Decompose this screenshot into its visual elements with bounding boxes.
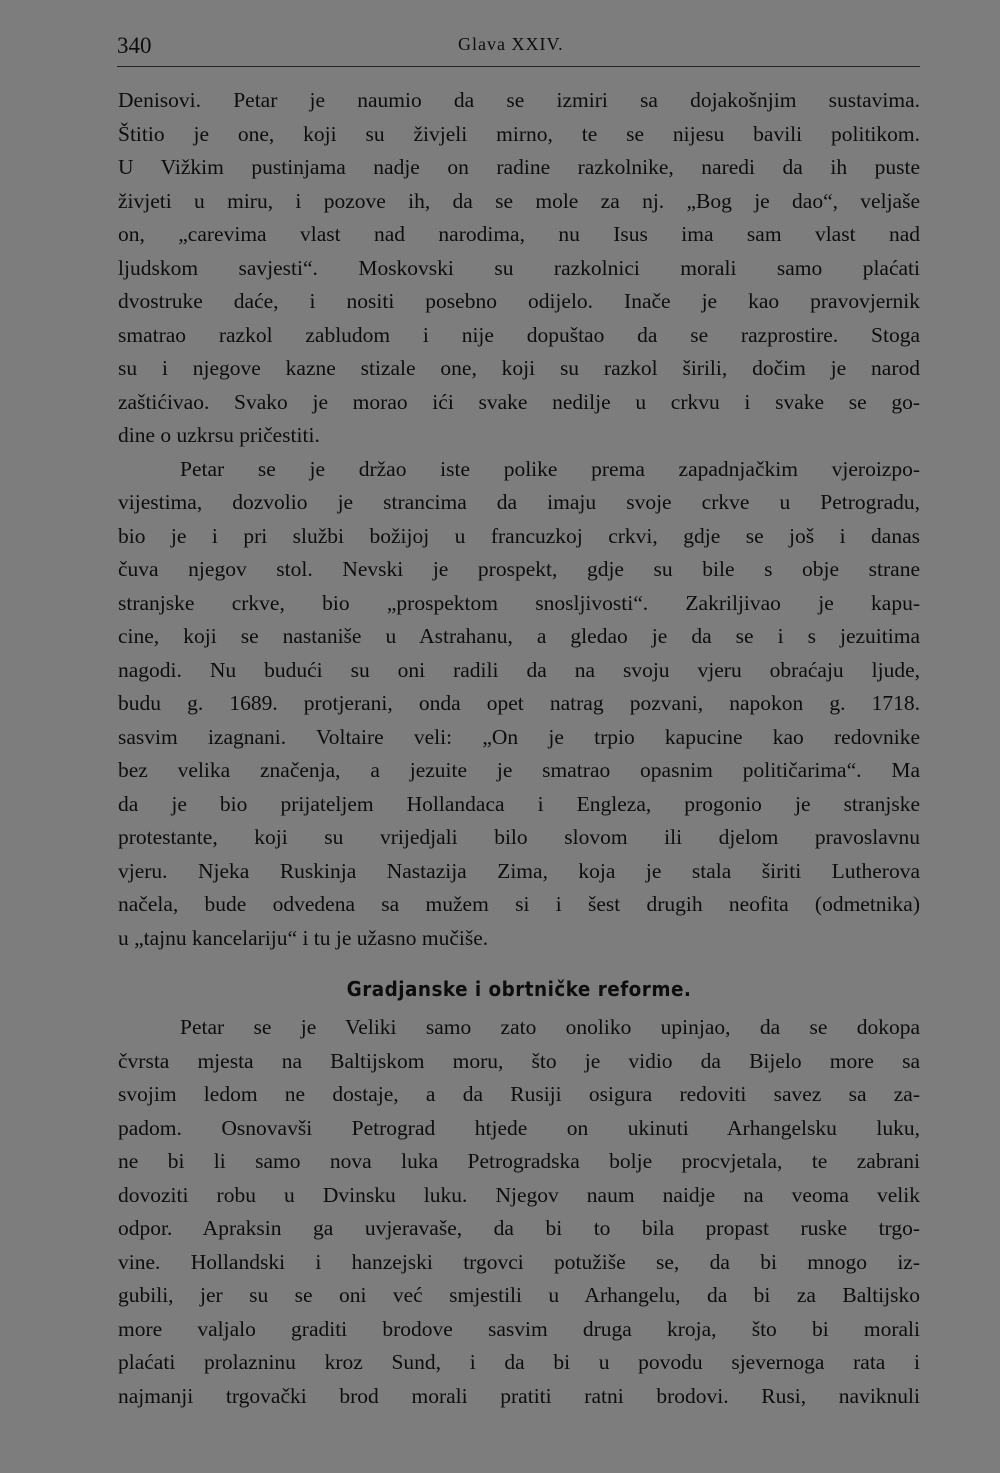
text-line: ne bi li samo nova luka Petrogradska bolje procvjetala, te zabrani — [118, 1149, 920, 1173]
text-line: Petar se je Veliki samo zato onoliko upinjao, da se dokopa — [180, 1015, 920, 1039]
text-line: plaćati prolazninu kroz Sund, i da bi u povodu sjevernoga rata i — [118, 1350, 920, 1374]
text-line: sasvim izagnani. Voltaire veli: „On je trpio kapucine kao redovnike — [118, 724, 920, 749]
text-line: gubili, jer su se oni već smjestili u Arhangelu, da bi za Baltijsko — [118, 1283, 920, 1307]
text-line: cine, koji se nastaniše u Astrahanu, a gledao je da se i s jezuitima — [118, 624, 920, 648]
text-line: Denisovi. Petar je naumio da se izmiri sa dojakošnjim sustavima. — [118, 88, 920, 112]
text-line: stranjske crkve, bio „prospektom snosljivosti“. Zakriljivao je kapu- — [118, 590, 920, 615]
text-line: ljudskom savjesti“. Moskovski su razkolnici morali samo plaćati — [118, 255, 920, 280]
paragraph-western-confessions — [118, 453, 920, 956]
text-line: su i njegove kazne stizale one, koji su razkol širili, dočim je narod — [118, 356, 920, 380]
text-line: čvrsta mjesta na Baltijskom moru, što je vidio da Bijelo more sa — [118, 1048, 920, 1073]
text-line: najmanji trgovački brod morali pratiti ratni brodovi. Rusi, naviknuli — [118, 1383, 920, 1408]
text-line: more valjalo graditi brodove sasvim druga kroja, što bi morali — [118, 1316, 920, 1341]
text-line: budu g. 1689. protjerani, onda opet natrag pozvani, napokon g. 1718. — [118, 691, 920, 715]
text-line: odpor. Apraksin ga uvjeravaše, da bi to bila propast ruske trgo- — [118, 1216, 920, 1240]
text-line: živjeti u miru, i pozove ih, da se mole za nj. „Bog je dao“, veljaše — [118, 188, 920, 213]
text-line: smatrao razkol zabludom i nije dopuštao da se razprostire. Stoga — [118, 322, 920, 347]
page-number: 340 — [117, 33, 152, 58]
text-line: Petar se je držao iste polike prema zapadnjačkim vjeroizpo- — [180, 456, 920, 481]
text-line: bio je i pri službi božijoj u francuzkoj crkvi, gdje se još i danas — [118, 523, 920, 548]
text-line: padom. Osnovavši Petrograd htjede on ukinuti Arhangelsku luku, — [118, 1115, 920, 1140]
text-line: vjeru. Njeka Ruskinja Nastazija Zima, koja je stala širiti Lutherova — [118, 858, 920, 883]
text-line: bez velika značenja, a jezuite je smatrao opasnim političarima“. Ma — [118, 758, 920, 782]
text-line: svojim ledom ne dostaje, a da Rusiji osigura redoviti savez sa za- — [118, 1082, 920, 1106]
paragraph-trade-reforms — [118, 1011, 920, 1413]
text-line: dvostruke daće, i nositi posebno odijelo. Inače je kao pravovjernik — [118, 289, 920, 313]
text-line: vijestima, dozvolio je strancima da imaju svoje crkve u Petrogradu, — [118, 490, 920, 514]
text-line: čuva njegov stol. Nevski je prospekt, gdje su bile s obje strane — [118, 557, 920, 581]
header-rule — [117, 66, 920, 67]
text-line: da je bio prijateljem Hollandaca i Engleza, progonio je stranjske — [118, 791, 920, 816]
text-line: načela, bude odvedena sa mužem si i šest drugih neofita (odmetnika) — [118, 892, 920, 916]
running-head: Glava XXIV. — [458, 34, 564, 54]
text-line: on, „carevima vlast nad narodima, nu Isus ima sam vlast nad — [118, 222, 920, 246]
text-line: Štitio je one, koji su živjeli mirno, te se nijesu bavili politikom. — [118, 121, 920, 146]
text-line: vine. Hollandski i hanzejski trgovci potužiše se, da bi mnogo iz- — [118, 1249, 920, 1274]
text-line: dovoziti robu u Dvinsku luku. Njegov naum naidje na veoma velik — [118, 1182, 920, 1207]
page-body — [118, 84, 920, 1413]
text-line: dine o uzkrsu pričestiti. — [118, 423, 320, 447]
text-line: u „tajnu kancelariju“ i tu je užasno mučiše. — [118, 925, 489, 950]
section-heading: Gradjanske i obrtničke reforme. — [346, 977, 692, 1001]
text-line: zaštićivao. Svako je morao ići svake nedilje u crkvu i svake se go- — [118, 389, 920, 414]
paragraph-schismatics — [118, 84, 920, 453]
text-line: U Vižkim pustinjama nadje on radine razkolnike, naredi da ih puste — [118, 155, 920, 179]
text-line: nagodi. Nu budući su oni radili da na svoju vjeru obraćaju ljude, — [118, 657, 920, 682]
text-line: protestante, koji su vrijedjali bilo slovom ili djelom pravoslavnu — [118, 825, 920, 849]
